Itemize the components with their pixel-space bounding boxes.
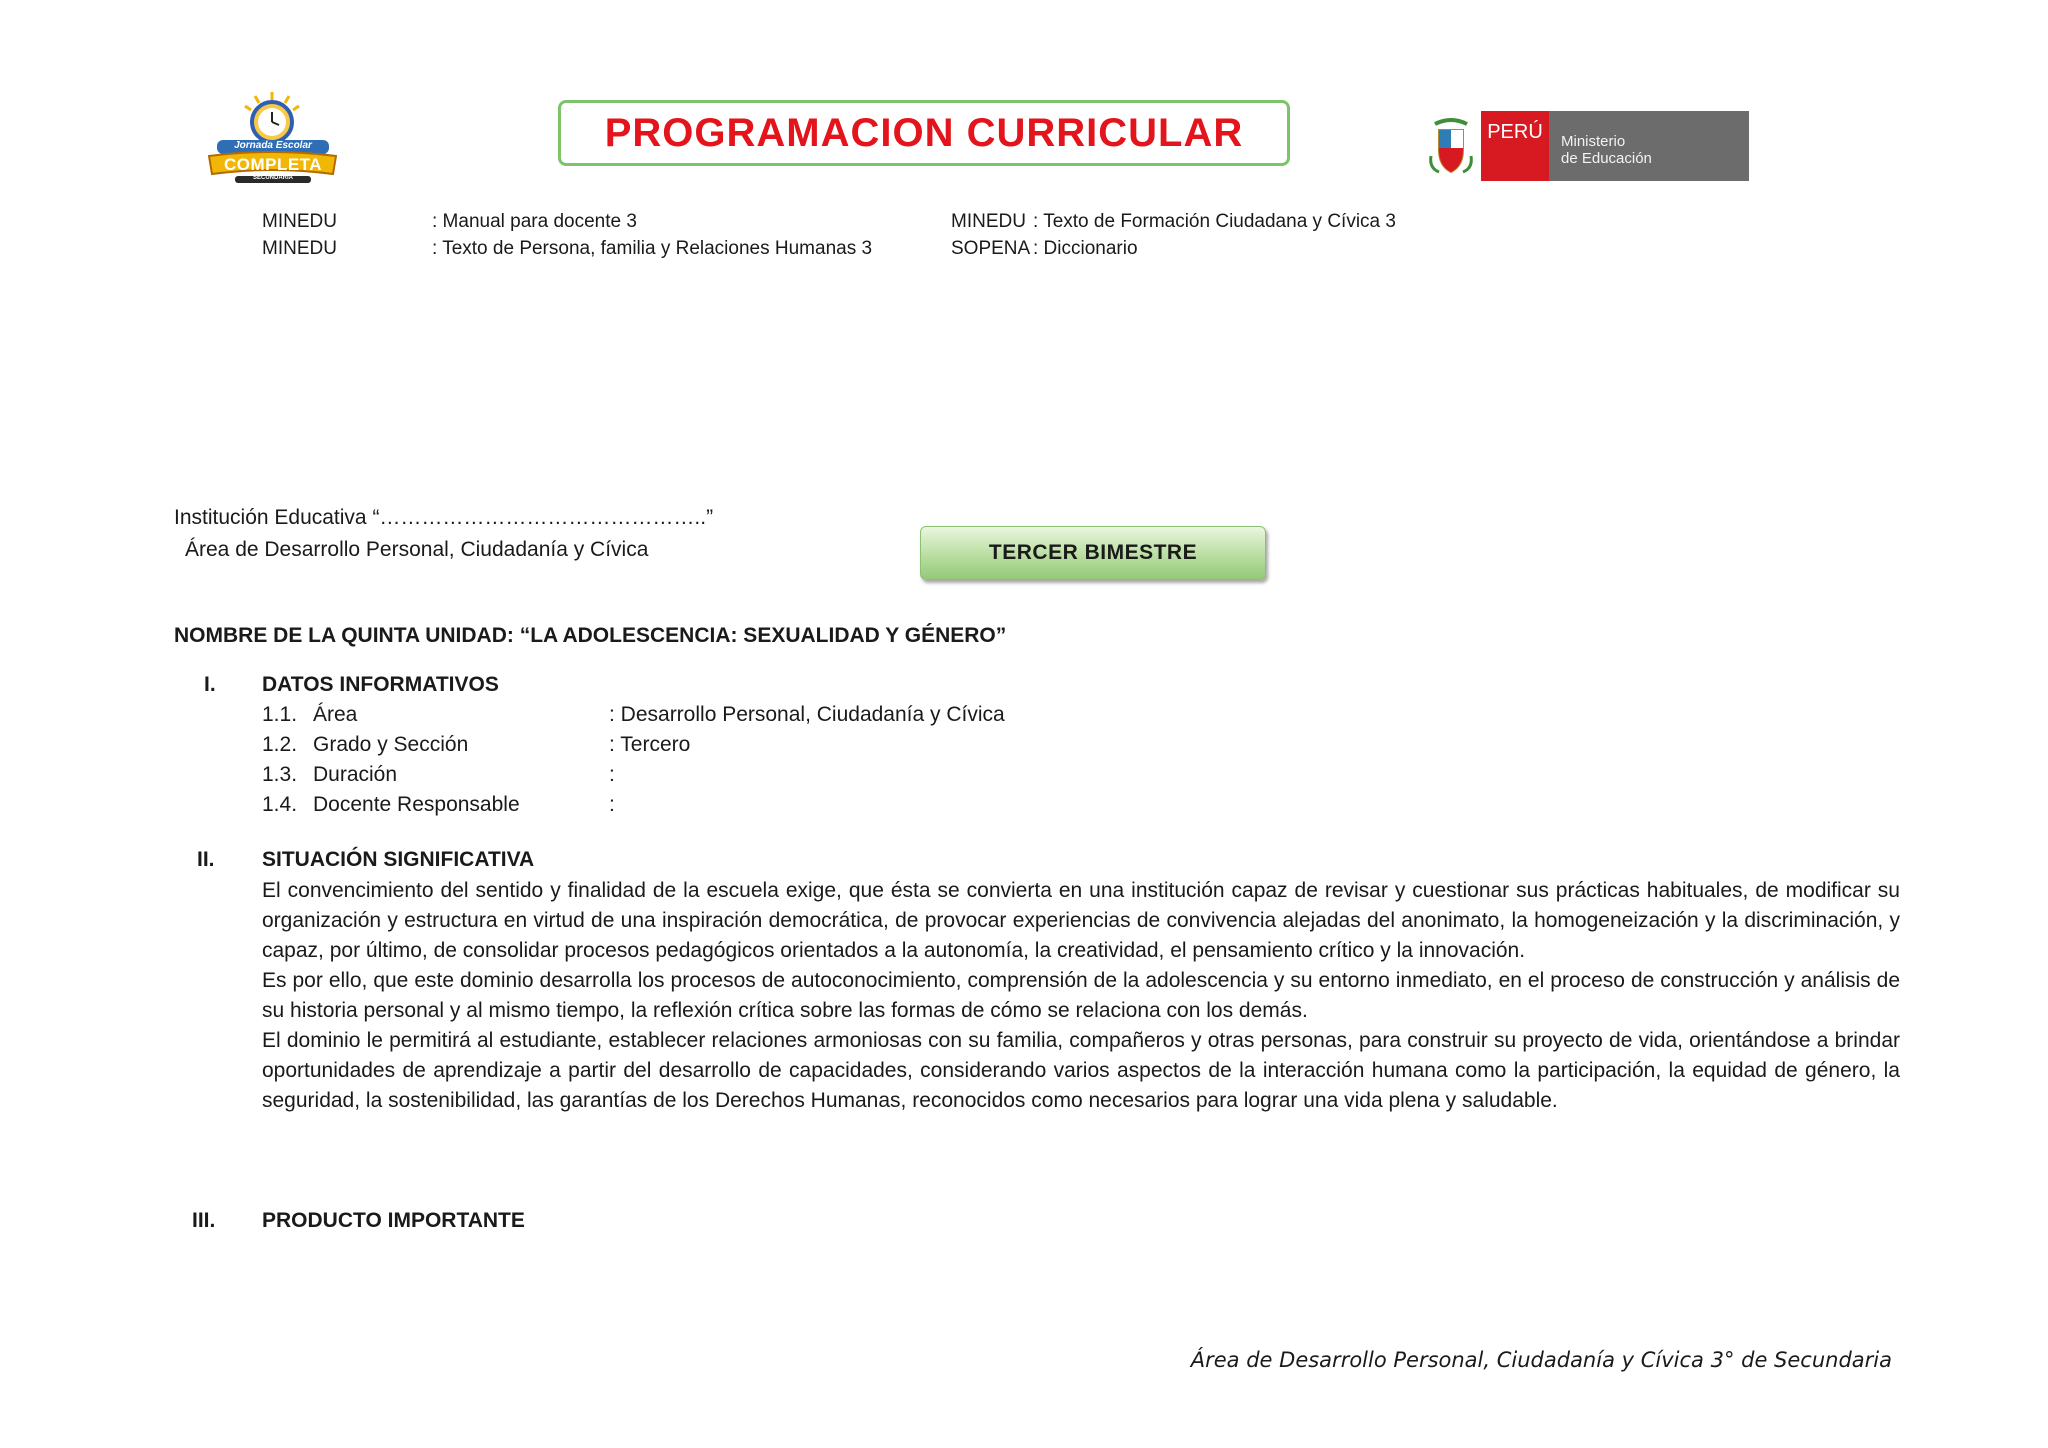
institution-label: Institución Educativa “………………………………………..” xyxy=(174,506,714,529)
peru-coat-of-arms-icon xyxy=(1427,116,1475,176)
ministry-name-line-1: Ministerio xyxy=(1561,133,1626,150)
bib-title: : Diccionario xyxy=(1033,238,1138,259)
data-row-number: 1.4. xyxy=(262,793,298,816)
data-row-label: Docente Responsable xyxy=(313,793,520,816)
bib-title: : Texto de Persona, familia y Relaciones Humanas 3 xyxy=(432,238,873,259)
data-row-value: : xyxy=(609,763,615,786)
bib-title: : Texto de Formación Ciudadana y Cívica 3 xyxy=(1033,211,1396,232)
section-number: II. xyxy=(197,848,215,871)
jornada-escolar-completa-logo xyxy=(205,90,340,185)
data-row-value: : Tercero xyxy=(609,733,691,756)
data-row-label: Área xyxy=(313,703,358,726)
bib-author: MINEDU xyxy=(262,211,337,232)
ministry-name-line-2: de Educación xyxy=(1561,150,1652,167)
paragraph: Es por ello, que este dominio desarrolla los procesos de autoconocimiento, comprensión de la adolescencia y su entorno inmediato, en el proceso de construcción y análisis de su historia personal y al mismo tiempo, la reflexión crítica sobre las formas de cómo se relaciona con los demás. xyxy=(262,969,1900,1022)
bimestre-badge xyxy=(920,526,1266,580)
logo-text-completa: COMPLETA xyxy=(223,155,323,174)
bib-title: : Manual para docente 3 xyxy=(432,211,637,232)
bimestre-label: TERCER BIMESTRE xyxy=(988,541,1198,564)
data-row-label: Grado y Sección xyxy=(313,733,469,756)
section-title-datos-informativos: DATOS INFORMATIVOS xyxy=(262,673,499,696)
data-row-number: 1.3. xyxy=(262,763,298,786)
area-label: Área de Desarrollo Personal, Ciudadanía y Cívica xyxy=(185,538,649,561)
section-title-situacion-significativa: SITUACIÓN SIGNIFICATIVA xyxy=(262,848,535,871)
paragraph: El dominio le permitirá al estudiante, establecer relaciones armoniosas con su familia, compañeros y otras personas, para construir su proyecto de vida, orientándose a brindar oportunidades de aprendizaje a partir del desarrollo de capacidades, considerando varios aspectos de la interacción humana como la participación, la equidad de género, la seguridad, la sostenibilidad, las garantías de los Derechos Humanas, reconocidos como necesarios para lograr una vida plena y saludable. xyxy=(262,1029,1900,1112)
data-row-value: : Desarrollo Personal, Ciudadanía y Cívica xyxy=(609,703,1005,726)
section-number: III. xyxy=(192,1209,216,1232)
data-row-number: 1.2. xyxy=(262,733,298,756)
ministry-name xyxy=(1549,111,1749,181)
minedu-logo xyxy=(1427,110,1765,182)
section-number: I. xyxy=(204,673,216,696)
bib-author: SOPENA xyxy=(951,238,1031,259)
section-title-producto-importante: PRODUCTO IMPORTANTE xyxy=(262,1209,525,1232)
paragraph: El convencimiento del sentido y finalidad de la escuela exige, que ésta se convierta en una institución capaz de revisar y cuestionar sus prácticas habituales, de modificar su organización y estructura en virtud de una inspiración democrática, de provocar experiencias de convivencia alejadas del anonimato, la homogeneización y la discriminación, y capaz, por último, de consolidar procesos pedagógicos orientados a la autonomía, la creatividad, el pensamiento crítico y la innovación. xyxy=(262,879,1900,962)
situacion-significativa-body xyxy=(262,876,1900,1116)
data-row-label: Duración xyxy=(313,763,398,786)
logo-text-secundaria: SECUNDARIA xyxy=(252,175,293,181)
page-footer: Área de Desarrollo Personal, Ciudadanía y Cívica 3° de Secundaria xyxy=(1190,1348,1892,1372)
document-title: PROGRAMACION CURRICULAR xyxy=(604,110,1244,155)
bib-author: MINEDU xyxy=(262,238,337,259)
document-title-box xyxy=(558,100,1290,166)
data-row-number: 1.1. xyxy=(262,703,298,726)
data-row-value: : xyxy=(609,793,615,816)
unit-title: NOMBRE DE LA QUINTA UNIDAD: “LA ADOLESCENCIA: SEXUALIDAD Y GÉNERO” xyxy=(174,624,1007,647)
logo-text-jornada: Jornada Escolar xyxy=(234,140,312,151)
bib-author: MINEDU xyxy=(951,211,1026,232)
peru-label: PERÚ xyxy=(1481,111,1549,181)
